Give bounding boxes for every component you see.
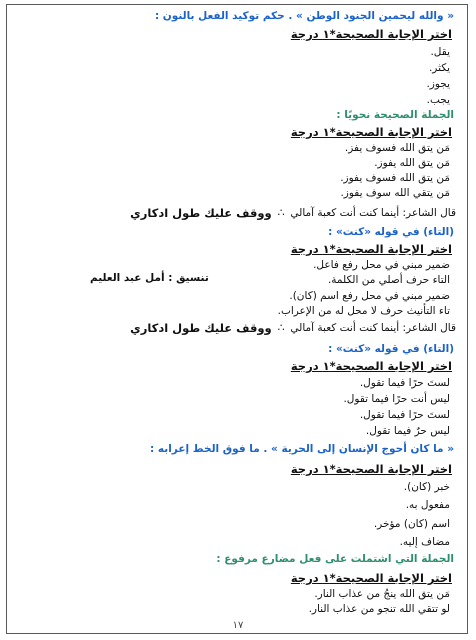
option-5-4[interactable]: مضاف إليه. <box>399 536 450 548</box>
poem-line-2 <box>40 321 456 335</box>
option-1-3[interactable]: يجوز. <box>426 78 450 90</box>
question-5: « ما كان أحوج الإنسان إلى الحرية » . ما فوق الخط إعرابه : <box>150 443 454 455</box>
poem-separator: ∴ <box>277 207 285 219</box>
option-6-1[interactable]: مَن يتق الله ينجُ من عذاب النار. <box>314 588 450 600</box>
poem-second-2: ووقف عليك طول ادكاري <box>130 321 272 335</box>
option-2-2[interactable]: مَن يتق الله يفوز. <box>374 157 450 169</box>
question-3: (التاء) في قوله «كنت» : <box>328 226 454 238</box>
poem-line-1 <box>40 206 456 220</box>
instruction-5: اختر الإجابة الصحيحة*١ درجة <box>290 462 452 476</box>
option-5-3[interactable]: اسم (كان) مؤخر. <box>373 518 450 530</box>
option-3-3[interactable]: ضمير مبني في محل رفع اسم (كان). <box>289 290 450 302</box>
option-1-2[interactable]: يكثر. <box>428 62 450 74</box>
poem-lead: قال الشاعر: أينما كنت أنت كعبة آمالي <box>290 207 456 219</box>
option-5-2[interactable]: مفعول به. <box>405 499 450 511</box>
option-3-1[interactable]: ضمير مبني في محل رفع فاعل. <box>313 259 450 271</box>
option-3-2[interactable]: التاء حرف أصلي من الكلمة. <box>327 274 450 286</box>
option-4-2[interactable]: ليس أنت حرًا فيما تقول. <box>343 393 450 405</box>
option-6-2[interactable]: لو تتقي الله تنجو من عذاب النار. <box>308 603 450 615</box>
poem-separator-2: ∴ <box>277 322 285 334</box>
poem-lead-2: قال الشاعر: أينما كنت أنت كعبة آمالي <box>290 322 456 334</box>
option-2-1[interactable]: مَن يتق الله فسوف يفز. <box>344 142 450 154</box>
question-6: الجملة التي اشتملت على فعل مضارع مرفوع : <box>216 553 454 565</box>
instruction-4: اختر الإجابة الصحيحة*١ درجة <box>290 359 452 373</box>
instruction-3: اختر الإجابة الصحيحة*١ درجة <box>290 242 452 256</box>
instruction-2: اختر الإجابة الصحيحة*١ درجة <box>290 125 452 139</box>
poem-second: ووقف عليك طول ادكاري <box>130 206 272 220</box>
option-2-4[interactable]: مَن يتقي الله سوف يفوز. <box>340 187 450 199</box>
option-2-3[interactable]: مَن يتق الله فسوف يفوز. <box>340 172 450 184</box>
option-4-3[interactable]: لستَ حرًا فيما تقول. <box>359 409 450 421</box>
question-2: الجملة الصحيحة نحويًا : <box>336 109 454 121</box>
instruction-6: اختر الإجابة الصحيحة*١ درجة <box>290 571 452 585</box>
option-5-1[interactable]: خبر (كان). <box>403 481 450 493</box>
option-4-4[interactable]: ليس حرٌ فيما تقول. <box>365 425 450 437</box>
instruction-1: اختر الإجابة الصحيحة*١ درجة <box>290 27 452 41</box>
question-1: « والله ليحمين الجنود الوطن » . حكم توكيد الفعل بالنون : <box>154 10 454 22</box>
page-number: ١٧ <box>232 620 244 631</box>
question-4: (التاء) في قوله «كنت» : <box>328 343 454 355</box>
option-1-4[interactable]: يجب. <box>426 94 450 106</box>
credit-label: تنسيق : أمل عبد العليم <box>90 272 209 284</box>
option-3-4[interactable]: تاء التأنيث حرف لا محل له من الإعراب. <box>277 305 450 317</box>
option-1-1[interactable]: يقل. <box>430 46 450 58</box>
option-4-1[interactable]: لستَ حرًا فيما تقول. <box>359 377 450 389</box>
